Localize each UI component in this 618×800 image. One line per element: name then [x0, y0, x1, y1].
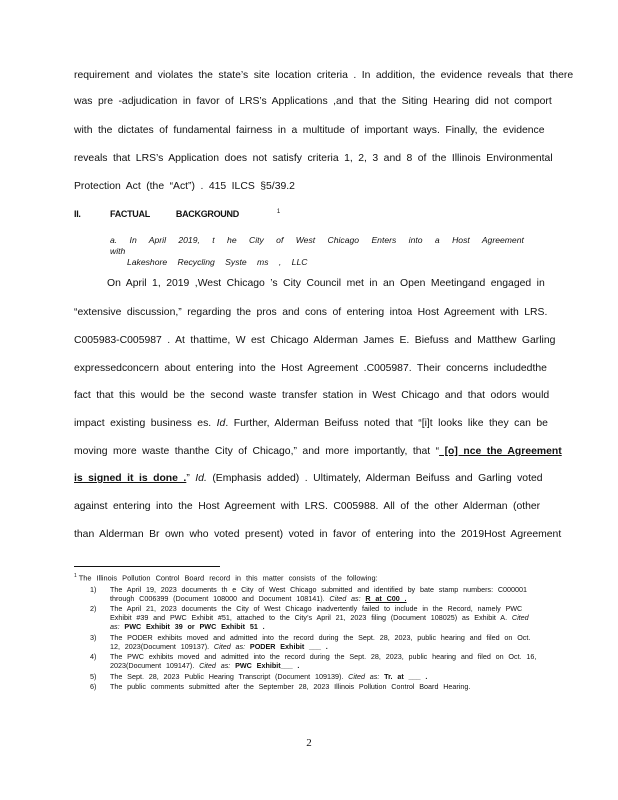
paragraph1-line-2: was pre -adjudication in favor of LRS’s Applications ,and that the Siting Hearing did not comport — [74, 96, 552, 107]
paragraph2-line-2: “extensive discussion,” regarding the pros and cons of entering intoa Host Agreement with LRS. — [74, 307, 548, 318]
heading-numeral: II. — [74, 209, 81, 219]
id-citation: Id — [216, 418, 226, 429]
footnote-item-1 — [90, 585, 542, 603]
p2-line6-part-b: . Further, Alderman Beifuss noted that “[i]t looks like they can be — [225, 418, 548, 429]
p2-line8-quote-close: ” — [186, 473, 190, 484]
footnote-item-2 — [90, 604, 542, 631]
paragraph2-line-5: fact that this would be the second waste transfer station in West Chicago and that odors would — [74, 390, 550, 401]
footnote-item-4 — [90, 652, 542, 670]
heading-word-2: BACKGROUND — [175, 209, 239, 219]
citation-form: PWC Exhibit___ . — [235, 661, 300, 671]
paragraph2-line-9: against entering into the Host Agreement with LRS. C005988. All of the other Alderman (other — [74, 501, 541, 512]
paragraph2-line-6 — [74, 417, 548, 430]
footnote-item-text: The April 19, 2023 documents th e City of West Chicago submitted and identified by bate stamp numbers: C000001 through C006399 (Document 108000 and Document 108141). — [110, 585, 528, 603]
cited-as-label: Cited as: — [329, 594, 361, 603]
id-citation-2: Id. — [195, 473, 207, 484]
citation-form: R at C00 . — [365, 594, 407, 603]
footnote-separator — [74, 566, 220, 567]
subheading-line-2: Lakeshore Recycling Syste ms , LLC — [127, 257, 308, 267]
footnote-item-6 — [90, 682, 542, 691]
emphasized-quote-1: [o] nce the Agreement — [439, 446, 562, 457]
footnote-item-number: 5) — [90, 671, 97, 681]
footnote-list — [90, 585, 542, 692]
citation-form: PWC Exhibit 39 or PWC Exhibit 51 . — [124, 622, 265, 632]
paragraph1-line-5: Protection Act (the “Act”) . 415 ILCS §5/39.2 — [74, 181, 295, 192]
emphasized-quote-2: is signed it is done . — [74, 473, 187, 484]
paragraph2-line-8 — [74, 472, 543, 485]
citation-form: PODER Exhibit ___ . — [249, 641, 328, 651]
footnote-intro-text: The Illinois Pollution Control Board record in this matter consists of the following: — [78, 573, 378, 583]
section-heading — [74, 209, 280, 219]
cited-as-label: Cited as: — [199, 661, 231, 671]
paragraph1-line-1: requirement and violates the state’s site location criteria . In addition, the evidence reveals that there — [74, 70, 574, 81]
paragraph1-line-3: with the dictates of fundamental fairness in a multitude of important ways. Finally, the evidence — [74, 125, 545, 136]
footnote-item-number: 2) — [90, 604, 97, 614]
paragraph2-line-4: expressedconcern about entering into the Host Agreement .C005987. Their concerns includedthe — [74, 363, 547, 374]
page-number: 2 — [306, 737, 312, 749]
footnote-ref-marker: 1 — [276, 209, 280, 215]
footnote-item-3 — [90, 633, 542, 651]
cited-as-label: Cited as: — [213, 641, 246, 651]
footnote-item-text: The Sept. 28, 2023 Public Hearing Transcript (Document 109139). — [110, 671, 344, 681]
p2-line8-part-c: (Emphasis added) . Ultimately, Alderman Beifuss and Garling voted — [212, 473, 543, 484]
paragraph1-line-4: reveals that LRS’s Application does not satisfy criteria 1, 2, 3 and 8 of the Illinois Environmental — [74, 153, 553, 164]
footnote-item-number: 4) — [90, 652, 97, 662]
paragraph2-line-7 — [74, 445, 562, 458]
p2-line6-part-a: impact existing business es. — [74, 418, 212, 429]
footnote-item-text: The public comments submitted after the September 28, 2023 Illinois Pollution Control Board Hearing. — [110, 681, 471, 691]
footnote-item-5 — [90, 672, 542, 681]
footnote-marker: 1 — [74, 573, 77, 579]
footnote-item-text: The PODER exhibits moved and admitted into the record during the Sept. 28, 2023, public hearing and filed on Oct. 12, 2023(Document 109137). — [110, 632, 531, 651]
footnote-item-text: The PWC exhibits moved and admitted into the record during the Sept. 28, 2023, public hearing and filed on Oct. 16, 2023(Document 109147). — [110, 652, 537, 671]
subheading-line-1: a. In April 2019, t he City of West Chicago Enters into a Host Agreement with — [110, 235, 524, 256]
footnote-item-number: 3) — [90, 632, 97, 642]
footnote-intro — [74, 573, 378, 582]
cited-as-label: Cited as: — [110, 613, 529, 632]
citation-form: Tr. at ___ . — [384, 671, 428, 681]
paragraph2-line-3: C005983-C005987 . At thattime, W est Chicago Alderman James E. Biefuss and Matthew Garling — [74, 335, 556, 346]
footnote-item-text: The April 21, 2023 documents the City of West Chicago inadvertently failed to include in the Record, namely PWC Exhibit #39 and PWC Exhibit #51, attached to the City’s April 21, 2023 filing (Document 108025) as Exhibit A. — [110, 604, 523, 623]
paragraph2-line-1: On April 1, 2019 ,West Chicago ’s City Council met in an Open Meetingand engaged in — [107, 278, 545, 289]
footnote-item-number: 6) — [90, 681, 97, 691]
cited-as-label: Cited as: — [348, 671, 380, 681]
paragraph2-line-10: than Alderman Br own who voted present) voted in favor of entering into the 2019Host Agreement — [74, 529, 562, 540]
p2-line7-part-a: moving more waste thanthe City of Chicago,” and more importantly, that “ — [74, 446, 440, 457]
subheading — [110, 235, 540, 268]
heading-word-1: FACTUAL — [110, 209, 150, 219]
footnote-item-number: 1) — [90, 585, 97, 594]
